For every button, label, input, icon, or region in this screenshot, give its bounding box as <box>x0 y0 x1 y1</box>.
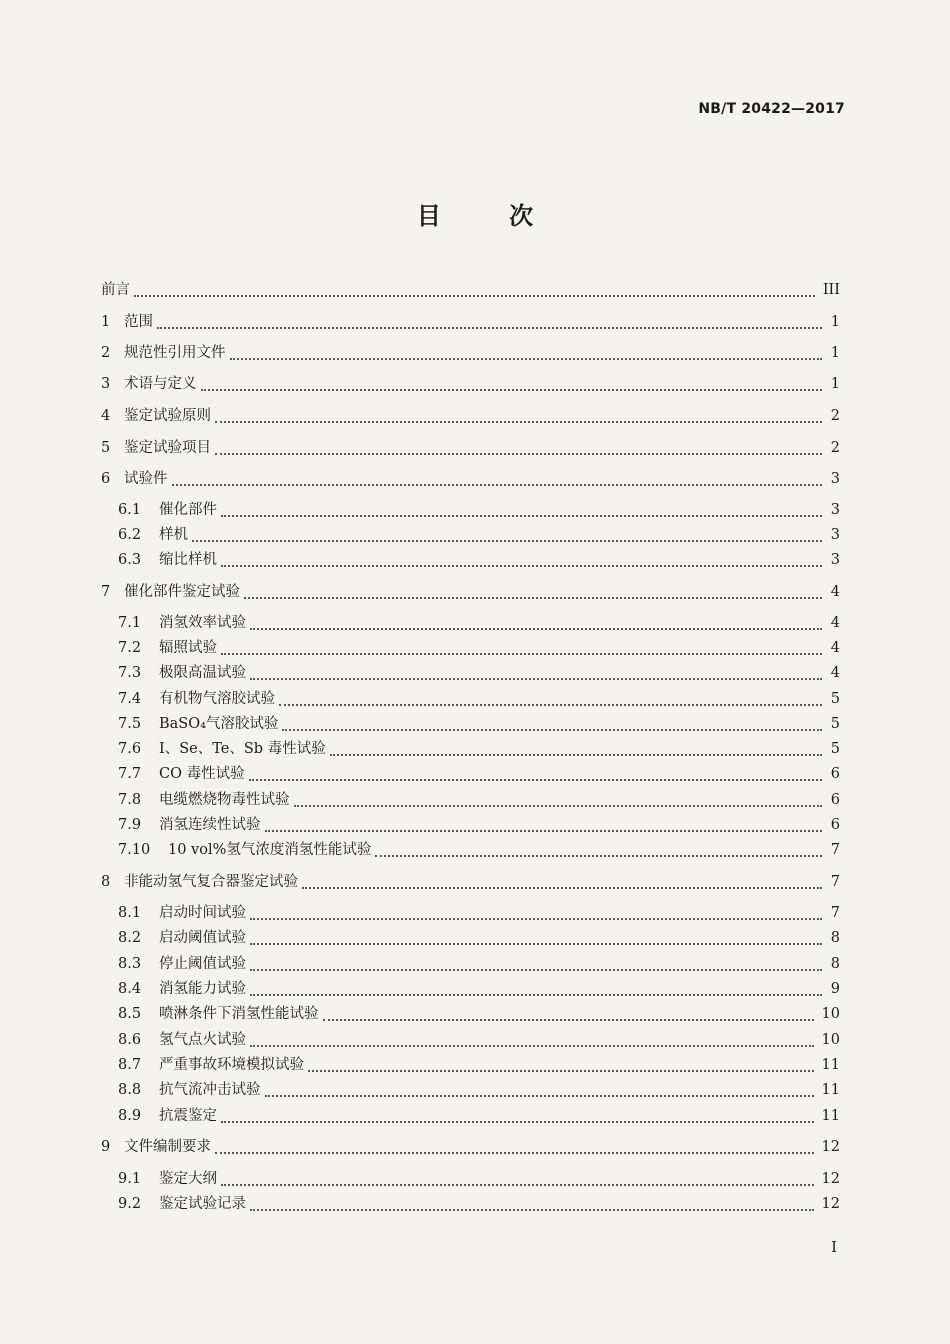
toc-entry-number: 8 <box>101 874 111 890</box>
toc-title: 目 次 <box>416 202 564 230</box>
toc-entry <box>101 581 840 603</box>
toc-entry-number: 9.1 <box>118 1171 142 1187</box>
toc-entry-label: 严重事故环境模拟试验 <box>159 1057 304 1073</box>
dot-leader <box>375 854 822 857</box>
toc-entry-page: 4 <box>830 584 840 600</box>
toc-entry-label: 催化部件 <box>159 502 217 518</box>
toc-entry-number: 9.2 <box>118 1196 142 1212</box>
toc-entry-number: 8.7 <box>118 1057 142 1073</box>
dot-leader <box>308 1069 814 1072</box>
toc-entry <box>118 662 840 684</box>
toc-entry <box>101 468 840 490</box>
toc-entry-page: 4 <box>830 640 840 656</box>
toc-entry <box>118 549 840 571</box>
toc-entry-label: 前言 <box>101 282 130 298</box>
toc-entry-label: 电缆燃烧物毒性试验 <box>159 792 290 808</box>
toc-entry-label: 缩比样机 <box>159 552 217 568</box>
toc-entry <box>118 789 840 811</box>
toc-entry-number: 8.2 <box>118 930 142 946</box>
page-number: I <box>831 1238 837 1256</box>
dot-leader <box>215 1151 814 1154</box>
toc-entry-label: 喷淋条件下消氢性能试验 <box>159 1006 319 1022</box>
toc-entry-number: 7.2 <box>118 640 142 656</box>
toc-entry-page: 11 <box>821 1057 840 1073</box>
toc-entry-label: 术语与定义 <box>124 376 197 392</box>
toc-entry-label: 规范性引用文件 <box>124 345 226 361</box>
toc-entry-label: 鉴定试验原则 <box>124 408 211 424</box>
toc-entry-label: 10 vol%氢气浓度消氢性能试验 <box>168 842 372 858</box>
toc-entry <box>118 524 840 546</box>
toc-entry <box>118 1054 840 1076</box>
dot-leader <box>250 677 822 680</box>
toc-entry-number: 7.3 <box>118 665 142 681</box>
toc-entry-label: 抗震鉴定 <box>159 1108 217 1124</box>
toc-entry-page: 11 <box>821 1108 840 1124</box>
toc-entry-number: 8.6 <box>118 1032 142 1048</box>
toc-entry-page: 5 <box>830 691 840 707</box>
toc-entry <box>101 311 840 333</box>
toc-entry-page: 9 <box>830 981 840 997</box>
toc-entry-label: 鉴定试验项目 <box>124 440 211 456</box>
toc-entry-page: 6 <box>830 766 840 782</box>
toc-entry-label: 停止阈值试验 <box>159 956 246 972</box>
dot-leader <box>157 326 822 329</box>
toc-entry <box>118 1193 840 1215</box>
toc-entry-page: 11 <box>821 1082 840 1098</box>
toc-entry <box>101 1136 840 1158</box>
dot-leader <box>250 627 822 630</box>
toc-entry <box>101 437 840 459</box>
toc-entry <box>118 902 840 924</box>
toc-entry-page: 3 <box>830 552 840 568</box>
toc-entry-number: 8.8 <box>118 1082 142 1098</box>
toc-entry-label: CO 毒性试验 <box>159 766 245 782</box>
toc-entry-page: 7 <box>830 874 840 890</box>
toc-entry-label: 催化部件鉴定试验 <box>124 584 240 600</box>
toc-entry-label: 消氢效率试验 <box>159 615 246 631</box>
toc-entry <box>118 1105 840 1127</box>
toc-entry-number: 7.6 <box>118 741 142 757</box>
toc-entry <box>118 637 840 659</box>
dot-leader <box>250 1044 814 1047</box>
toc-entry-label: BaSO₄气溶胶试验 <box>159 716 279 732</box>
toc-entry-label: 氢气点火试验 <box>159 1032 246 1048</box>
dot-leader <box>172 483 823 486</box>
toc-entry-page: 5 <box>830 741 840 757</box>
toc-entry <box>118 499 840 521</box>
toc-entry-number: 7.10 <box>118 842 151 858</box>
toc-entry-page: 3 <box>830 502 840 518</box>
dot-leader <box>221 652 822 655</box>
toc-entry-number: 8.9 <box>118 1108 142 1124</box>
dot-leader <box>250 1208 814 1211</box>
toc-entry-label: 辐照试验 <box>159 640 217 656</box>
toc-entry-number: 6.3 <box>118 552 142 568</box>
toc-entry-label: 范围 <box>124 314 153 330</box>
toc-entry-number: 8.4 <box>118 981 142 997</box>
toc-entry <box>118 839 840 861</box>
toc-entry-page: III <box>822 282 840 298</box>
dot-leader <box>265 829 823 832</box>
toc-entry-page: 8 <box>830 930 840 946</box>
toc-entry <box>101 373 840 395</box>
toc-entry <box>118 1079 840 1101</box>
toc-entry-number: 7.5 <box>118 716 142 732</box>
toc-entry-page: 2 <box>830 408 840 424</box>
dot-leader <box>250 993 822 996</box>
dot-leader <box>250 917 822 920</box>
toc-entry-number: 9 <box>101 1139 111 1155</box>
toc-entry <box>101 871 840 893</box>
dot-leader <box>244 596 822 599</box>
toc-entry-label: 消氢能力试验 <box>159 981 246 997</box>
toc-entry <box>118 927 840 949</box>
toc-entry-page: 12 <box>821 1171 840 1187</box>
toc-entry-page: 3 <box>830 527 840 543</box>
toc-entry-label: 文件编制要求 <box>124 1139 211 1155</box>
toc-entry <box>118 953 840 975</box>
toc-entry <box>118 612 840 634</box>
dot-leader <box>279 703 822 706</box>
toc-entry <box>118 1029 840 1051</box>
toc-entry-number: 6 <box>101 471 111 487</box>
toc-entry-number: 3 <box>101 376 111 392</box>
toc-entry-page: 12 <box>821 1196 840 1212</box>
toc-entry-number: 7 <box>101 584 111 600</box>
toc-entry <box>101 405 840 427</box>
toc-entry-label: 极限高温试验 <box>159 665 246 681</box>
toc-entry-label: 样机 <box>159 527 188 543</box>
dot-leader <box>250 942 822 945</box>
toc-entry <box>118 978 840 1000</box>
toc-entry-number: 1 <box>101 314 111 330</box>
toc-entry-number: 2 <box>101 345 111 361</box>
dot-leader <box>323 1018 814 1021</box>
toc-entry <box>118 1168 840 1190</box>
toc-entry <box>118 814 840 836</box>
toc-entry-label: 鉴定试验记录 <box>159 1196 246 1212</box>
toc-entry-number: 7.7 <box>118 766 142 782</box>
toc-entry <box>101 279 840 301</box>
toc-entry-label: 非能动氢气复合器鉴定试验 <box>124 874 298 890</box>
toc-entry-page: 5 <box>830 716 840 732</box>
toc-entry-label: 启动时间试验 <box>159 905 246 921</box>
toc-entry-page: 12 <box>821 1139 840 1155</box>
toc-entry-page: 4 <box>830 615 840 631</box>
toc-entry-label: 启动阈值试验 <box>159 930 246 946</box>
toc-entry-label: 试验件 <box>124 471 168 487</box>
toc-entry-page: 2 <box>830 440 840 456</box>
toc-entry-number: 6.1 <box>118 502 142 518</box>
toc-entry-page: 7 <box>830 842 840 858</box>
toc-entry-number: 7.9 <box>118 817 142 833</box>
dot-leader <box>215 420 822 423</box>
toc-entry <box>118 688 840 710</box>
toc-entry-number: 8.3 <box>118 956 142 972</box>
dot-leader <box>282 728 822 731</box>
dot-leader <box>330 753 822 756</box>
dot-leader <box>215 452 822 455</box>
toc-entry-label: I、Se、Te、Sb 毒性试验 <box>159 741 326 757</box>
toc-entry-page: 8 <box>830 956 840 972</box>
dot-leader <box>265 1094 814 1097</box>
toc-entry-page: 7 <box>830 905 840 921</box>
toc-entry-label: 鉴定大纲 <box>159 1171 217 1187</box>
toc-entry-number: 7.4 <box>118 691 142 707</box>
dot-leader <box>221 1183 814 1186</box>
toc-entry-number: 8.5 <box>118 1006 142 1022</box>
toc-entry-page: 10 <box>821 1006 840 1022</box>
toc-entry-page: 6 <box>830 792 840 808</box>
toc-entry <box>118 738 840 760</box>
toc-entry-label: 抗气流冲击试验 <box>159 1082 261 1098</box>
toc-entry-number: 5 <box>101 440 111 456</box>
toc-entry-label: 有机物气溶胶试验 <box>159 691 275 707</box>
standard-code: NB/T 20422—2017 <box>698 101 845 117</box>
dot-leader <box>221 1120 814 1123</box>
dot-leader <box>294 804 823 807</box>
dot-leader <box>221 514 822 517</box>
dot-leader <box>134 294 815 297</box>
toc-entry-page: 3 <box>830 471 840 487</box>
toc-entry-page: 1 <box>830 376 840 392</box>
toc-entry-number: 8.1 <box>118 905 142 921</box>
toc-entry-page: 1 <box>830 314 840 330</box>
dot-leader <box>302 886 822 889</box>
toc-entry-number: 7.1 <box>118 615 142 631</box>
toc-entry-number: 6.2 <box>118 527 142 543</box>
dot-leader <box>201 388 823 391</box>
toc-entry <box>118 1003 840 1025</box>
toc-entry-page: 4 <box>830 665 840 681</box>
dot-leader <box>221 564 822 567</box>
toc-entry-page: 6 <box>830 817 840 833</box>
dot-leader <box>192 539 822 542</box>
toc-entry-label: 消氢连续性试验 <box>159 817 261 833</box>
dot-leader <box>249 778 822 781</box>
dot-leader <box>230 357 823 360</box>
toc-entry <box>118 713 840 735</box>
dot-leader <box>250 968 822 971</box>
toc-entry <box>118 763 840 785</box>
toc-entry-number: 4 <box>101 408 111 424</box>
toc-entry <box>101 342 840 364</box>
toc-entry-number: 7.8 <box>118 792 142 808</box>
toc-entry-page: 1 <box>830 345 840 361</box>
toc-entry-page: 10 <box>821 1032 840 1048</box>
